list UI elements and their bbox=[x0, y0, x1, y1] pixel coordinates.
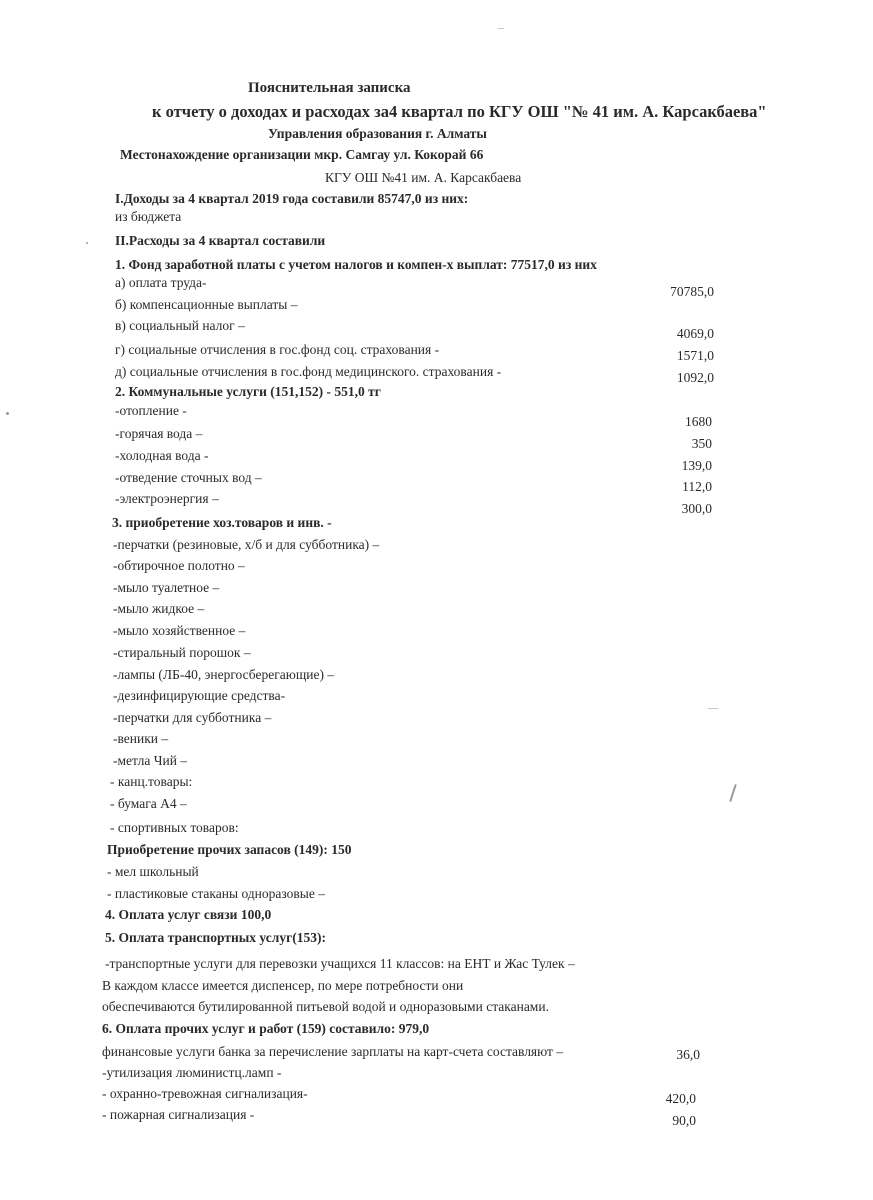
supply-item: -лампы (ЛБ-40, энергосберегающие) – bbox=[113, 667, 335, 682]
supply-item: - бумага А4 – bbox=[110, 796, 187, 811]
scan-mark bbox=[729, 784, 736, 802]
scan-mark bbox=[86, 242, 88, 244]
supply-item: -стиральный порошок – bbox=[113, 645, 251, 660]
document-subtitle: к отчету о доходах и расходах за4 квартал по КГУ ОШ "№ 41 им. А. Карсакбаева" bbox=[152, 102, 767, 121]
payroll-item-amount: 1092,0 bbox=[676, 370, 714, 385]
service-item-label: - охранно-тревожная сигнализация- bbox=[102, 1086, 308, 1101]
transport-line: В каждом классе имеется диспенсер, по мере потребности они bbox=[102, 978, 464, 993]
utility-item-amount: 139,0 bbox=[681, 458, 712, 473]
payroll-item-label: в) социальный налог – bbox=[115, 318, 245, 333]
transport-line: обеспечиваются бутилированной питьевой водой и одноразовыми стаканами. bbox=[102, 999, 549, 1014]
supply-item: -мыло хозяйственное – bbox=[113, 623, 246, 638]
payroll-item-amount: 70785,0 bbox=[670, 284, 714, 299]
utility-item-label: -электроэнергия – bbox=[115, 491, 219, 506]
scan-mark bbox=[708, 708, 718, 709]
transport-heading: 5. Оплата транспортных услуг(153): bbox=[105, 930, 326, 945]
payroll-item-label: д) социальные отчисления в гос.фонд медицинского. страхования - bbox=[115, 364, 502, 379]
department-line: Управления образования г. Алматы bbox=[268, 126, 487, 141]
supply-item: -веники – bbox=[113, 731, 169, 746]
income-line: I.Доходы за 4 квартал 2019 года составили 85747,0 из них: bbox=[115, 191, 469, 206]
document-title: Пояснительная записка bbox=[248, 80, 411, 96]
utility-item-label: -отведение сточных вод – bbox=[115, 470, 262, 485]
supply-item: -обтирочное полотно – bbox=[113, 558, 245, 573]
utility-item-label: -холодная вода - bbox=[115, 448, 209, 463]
supply-item: -мыло туалетное – bbox=[113, 580, 220, 595]
scan-mark bbox=[498, 28, 504, 29]
supply-item: -перчатки (резиновые, х/б и для субботника) – bbox=[113, 537, 380, 552]
services-heading: 6. Оплата прочих услуг и работ (159) составило: 979,0 bbox=[102, 1021, 430, 1036]
other-stock-heading: Приобретение прочих запасов (149): 150 bbox=[107, 842, 352, 857]
other-stock-item: - пластиковые стаканы одноразовые – bbox=[107, 886, 325, 901]
payroll-item-amount: 1571,0 bbox=[676, 348, 714, 363]
utilities-heading: 2. Коммунальные услуги (151,152) - 551,0 тг bbox=[115, 384, 381, 399]
organization-line: КГУ ОШ №41 им. А. Карсакбаева bbox=[325, 170, 522, 185]
payroll-item-label: а) оплата труда- bbox=[115, 275, 207, 290]
supply-item: -метла Чий – bbox=[113, 753, 188, 768]
payroll-item-label: б) компенсационные выплаты – bbox=[115, 297, 298, 312]
location-line: Местонахождение организации мкр. Самгау ул. Кокорай 66 bbox=[120, 147, 484, 162]
service-item-label: - пожарная сигнализация - bbox=[102, 1107, 255, 1122]
income-source: из бюджета bbox=[115, 209, 182, 224]
scan-mark bbox=[6, 412, 9, 415]
service-item-label: финансовые услуги банка за перечисление зарплаты на карт-счета составляют – bbox=[102, 1044, 564, 1059]
supply-item: -перчатки для субботника – bbox=[113, 710, 272, 725]
payroll-heading: 1. Фонд заработной платы с учетом налогов и компен-х выплат: 77517,0 из них bbox=[115, 257, 597, 272]
payroll-item-label: г) социальные отчисления в гос.фонд соц. страхования - bbox=[115, 342, 440, 357]
transport-line: -транспортные услуги для перевозки учащихся 11 классов: на ЕНТ и Жас Тулек – bbox=[105, 956, 575, 971]
expenses-heading: II.Расходы за 4 квартал составили bbox=[115, 233, 326, 248]
communication-heading: 4. Оплата услуг связи 100,0 bbox=[105, 907, 272, 922]
utility-item-amount: 1680 bbox=[685, 414, 712, 429]
supply-item: - спортивных товаров: bbox=[110, 820, 239, 835]
service-item-amount: 90,0 bbox=[672, 1113, 696, 1128]
utility-item-amount: 112,0 bbox=[682, 479, 712, 494]
utility-item-amount: 300,0 bbox=[681, 501, 712, 516]
other-stock-item: - мел школьный bbox=[107, 864, 199, 879]
supply-item: -дезинфицирующие средства- bbox=[113, 688, 286, 703]
service-item-amount: 420,0 bbox=[665, 1091, 696, 1106]
payroll-item-amount: 4069,0 bbox=[676, 326, 714, 341]
supply-item: - канц.товары: bbox=[110, 774, 193, 789]
supply-item: -мыло жидкое – bbox=[113, 601, 205, 616]
service-item-amount: 36,0 bbox=[676, 1047, 700, 1062]
supplies-heading: 3. приобретение хоз.товаров и инв. - bbox=[112, 515, 332, 530]
service-item-label: -утилизация люминистц.ламп - bbox=[102, 1065, 282, 1080]
utility-item-amount: 350 bbox=[691, 436, 712, 451]
utility-item-label: -горячая вода – bbox=[115, 426, 203, 441]
utility-item-label: -отопление - bbox=[115, 403, 187, 418]
